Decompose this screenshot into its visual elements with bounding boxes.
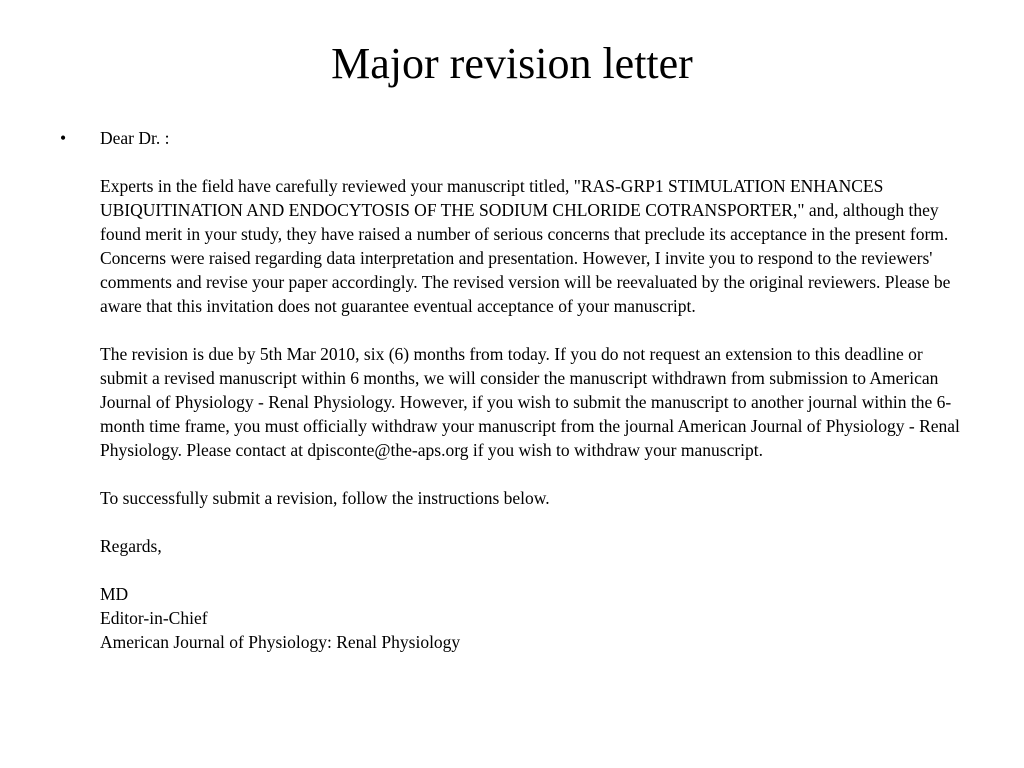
bullet-marker: •	[60, 128, 67, 148]
signature-block	[100, 582, 970, 654]
signature-role: Editor-in-Chief	[100, 608, 208, 628]
closing: Regards,	[100, 536, 162, 556]
slide-title: Major revision letter	[331, 39, 693, 88]
paragraph-revision-deadline: The revision is due by 5th Mar 2010, six (6) months from today. If you do not request an extension to this deadline or submit a revised manuscript within 6 months, we will consider the manuscript withdrawn from submission to American Journal of Physiology - Renal Physiology. However, if you wish to submit the manuscript to another journal within the 6-month time frame, you must officially withdraw your manuscript from the journal American Journal of Physiology - Renal Physiology. Please contact at dpisconte@the-aps.org if you wish to withdraw your manuscript.	[100, 344, 960, 460]
paragraph-review-summary: Experts in the field have carefully reviewed your manuscript titled, "RAS-GRP1 STIMULATION ENHANCES UBIQUITINATION AND ENDOCYTOSIS OF THE SODIUM CHLORIDE COTRANSPORTER," and, although they found merit in your study, they have raised a number of serious concerns that preclude its acceptance in the present form. Concerns were raised regarding data interpretation and presentation. However, I invite you to respond to the reviewers' comments and revise your paper accordingly. The revised version will be reevaluated by the original reviewers. Please be aware that this invitation does not guarantee eventual acceptance of your manuscript.	[100, 176, 951, 316]
salutation: Dear Dr. :	[100, 128, 170, 148]
signature-journal: American Journal of Physiology: Renal Physiology	[100, 632, 461, 652]
signature-name: MD	[100, 584, 129, 604]
letter-body	[100, 126, 970, 654]
paragraph-instructions: To successfully submit a revision, follow the instructions below.	[100, 488, 550, 508]
